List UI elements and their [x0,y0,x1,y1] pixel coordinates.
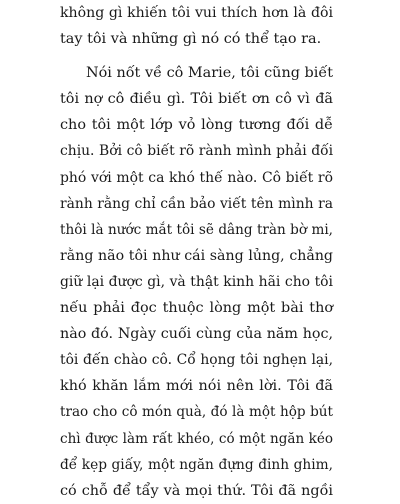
text-line: rằng não tôi như cái sàng lủng, chẳng [60,247,333,264]
text-line: để kẹp giấy, một ngăn đựng đinh ghim, [60,456,333,473]
text-line: tôi đến chào cô. Cổ họng tôi nghẹn lại, [60,352,333,369]
text-line: có chỗ để tẩy và mọi thứ. Tôi đã ngồi [60,482,333,499]
text-line: phó với một ca khó thế nào. Cô biết rõ [60,169,333,186]
text-line: trao cho cô món quà, đó là một hộp bút [60,404,333,421]
text-line: rành rằng chỉ cần bảo viết tên mình ra [60,195,333,212]
paragraph-2 [60,60,333,504]
text-line: khó khăn lắm mới nói nên lời. Tôi đã [60,378,333,395]
text-line: Nói nốt về cô Marie, tôi cũng biết [86,65,333,82]
paragraph-gap [60,52,333,60]
text-line: tôi nợ cô điều gì. Tôi biết ơn cô vì đã [60,91,333,108]
text-line: chịu. Bởi cô biết rõ rành mình phải đối [60,143,333,160]
text-line: thôi là nước mắt tôi sẽ dâng tràn bờ mi, [60,221,333,238]
paragraph-1 [60,0,333,52]
text-line: tay tôi và những gì nó có thể tạo ra. [60,31,322,48]
text-line: không gì khiến tôi vui thích hơn là đôi [60,5,333,21]
text-line: cho tôi một lớp vỏ lòng tương đối dễ [60,117,333,134]
text-line: nếu phải đọc thuộc lòng một bài thơ [60,300,333,317]
text-line: giữ lại được gì, và thật kinh hãi cho tôi [60,273,333,290]
text-column [60,0,333,504]
text-line: nào đó. Ngày cuối cùng của năm học, [60,326,333,343]
text-line: chì được làm rất khéo, có một ngăn kéo [60,430,333,447]
